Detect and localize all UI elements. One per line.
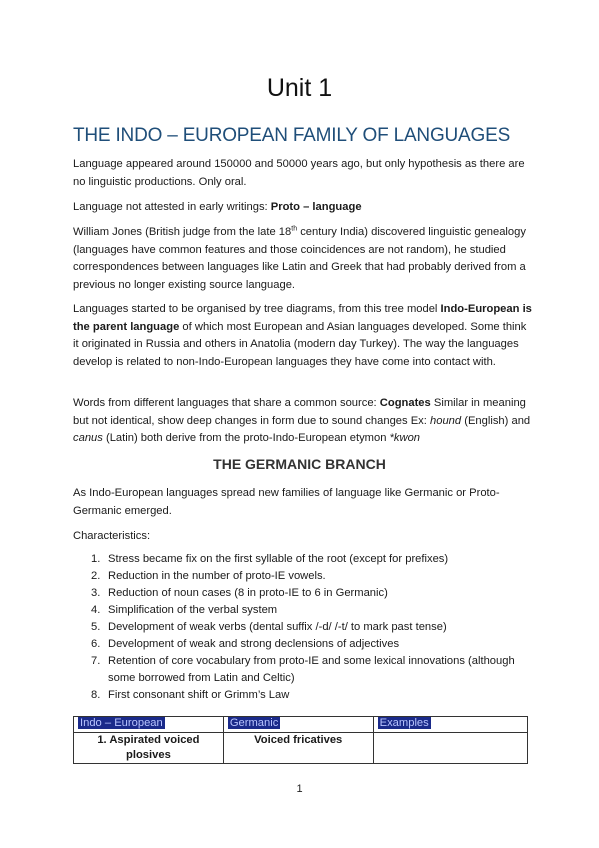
table-cell: Voiced fricatives xyxy=(223,733,373,764)
header-germanic: Germanic xyxy=(223,717,373,733)
paragraph-tree-model: Languages started to be organised by tree diagrams, from this tree model Indo-European is the parent language of which most European and Asian languages developed. Some think it originated in Russia and others in Anatolia (modern day Turkey). The way the languages develop is related to non-Indo-European languages they have come into contact with. xyxy=(73,303,532,368)
list-item: 4. Simplification of the verbal system xyxy=(91,604,278,616)
characteristics-list xyxy=(91,551,531,704)
list-item: 8. First consonant shift or Grimm’s Law xyxy=(91,689,290,701)
section-heading: THE INDO – EUROPEAN FAMILY OF LANGUAGES xyxy=(73,125,511,146)
parent-language-term: Indo-European is the parent language xyxy=(73,303,532,333)
table-header-row xyxy=(74,717,528,733)
paragraph-cognates: Words from different languages that share a common source: Cognates Similar in meaning but not identical, show deep changes in form due to sound changes Ex: hound (English) and canus (Latin) both derive from the proto-Indo-European etymon *kwon xyxy=(73,397,531,444)
list-item: 2. Reduction in the number of proto-IE vowels. xyxy=(91,570,326,582)
proto-language-term: Proto – language xyxy=(270,201,362,213)
header-indo-european: Indo – European xyxy=(74,717,224,733)
germanic-branch-heading: THE GERMANIC BRANCH xyxy=(213,456,386,472)
list-item: 7. Retention of core vocabulary from proto-IE and some lexical innovations (although some borrowed from Latin and Celtic) xyxy=(91,655,515,684)
page-number: 1 xyxy=(296,783,303,795)
characteristics-label: Characteristics: xyxy=(73,530,151,542)
sound-shift-table xyxy=(73,716,528,764)
paragraph-proto-language: Language not attested in early writings: Proto – language xyxy=(73,201,362,213)
paragraph-language-origin: Language appeared around 150000 and 50000 years ago, but only hypothesis as there are no linguistic productions. Only oral. xyxy=(73,158,525,188)
list-item: 5. Development of weak verbs (dental suffix /-d/ /-t/ to mark past tense) xyxy=(91,621,447,633)
table-cell: 1. Aspirated voiced plosives xyxy=(74,733,224,764)
cognates-term: Cognates xyxy=(379,397,431,409)
list-item: 6. Development of weak and strong declensions of adjectives xyxy=(91,638,400,650)
list-item: 3. Reduction of noun cases (8 in proto-IE to 6 in Germanic) xyxy=(91,587,388,599)
table-row xyxy=(74,733,528,764)
header-examples: Examples xyxy=(373,717,527,733)
table-cell xyxy=(373,733,527,764)
paragraph-germanic-spread: As Indo-European languages spread new families of language like Germanic or Proto-Germanic emerged. xyxy=(73,487,500,517)
unit-title: Unit 1 xyxy=(266,74,333,102)
list-item: 1. Stress became fix on the first syllable of the root (except for prefixes) xyxy=(91,553,449,565)
paragraph-william-jones: William Jones (British judge from the late 18th century India) discovered linguistic genealogy (languages have common features and those coincidences are not random), he studied correspondences between languages like Latin and Greek that had probably derived from a previous no longer existing source language. xyxy=(73,225,526,291)
